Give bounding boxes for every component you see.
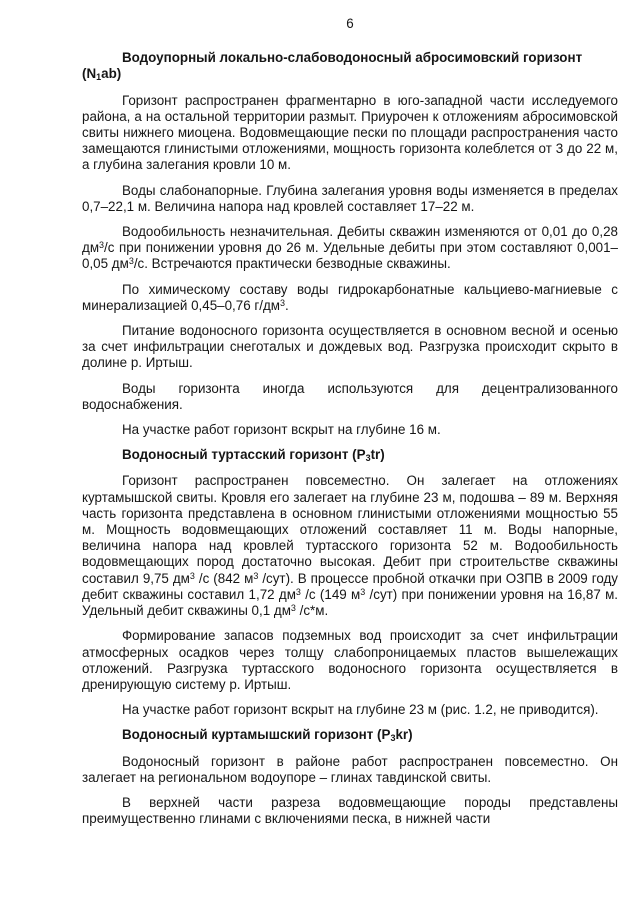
paragraph: В верхней части разреза водовмещающие породы представлены преимущественно глинами с включениями песка, в нижней части xyxy=(82,794,618,827)
paragraph: Формирование запасов подземных вод происходит за счет инфильтрации атмосферных осадков через толщу слабопроницаемых пластов вышележащих отложений. Разгрузка туртасского водоносного горизонта осуществляется в дренирующую систему р. Иртыш. xyxy=(82,628,618,692)
paragraph: На участке работ горизонт вскрыт на глубине 16 м. xyxy=(122,422,441,438)
paragraph: Воды слабонапорные. Глубина залегания уровня воды изменяется в пределах 0,7–22,1 м. Величина напора над кровлей составляет 17–22 м. xyxy=(82,182,618,214)
paragraph: Воды горизонта иногда используются для децентрализованного водоснабжения. xyxy=(82,380,618,412)
paragraph: На участке работ горизонт вскрыт на глубине 23 м (рис. 1.2, не приводится). xyxy=(122,702,599,718)
section-heading-abrosimovsky: Водоупорный локально-слабоводоносный абросимовский горизонт $(N_1ab)$ xyxy=(82,50,583,83)
paragraph: Питание водоносного горизонта осуществляется в основном весной и осенью за счет инфильтрации снеготалых и дождевых вод. Разгрузка происходит скрыто в долине р. Иртыш. xyxy=(82,323,618,371)
paragraph: Водоносный горизонт в районе работ распространен повсеместно. Он залегает на региональном водоупоре – глинах тавдинской свиты. xyxy=(82,753,618,785)
paragraph: Горизонт распространен повсеместно. Он залегает на отложениях куртамышской свиты. Кровля его залегает на глубине 23 м, подошва – 89 м. Верхняя часть горизонта представлена в основном глинистыми отложениями мощностью 55 м. Мощность водовмещающих отложений составляет 11 м. Воды напорные, величина напора над кровлей туртасского горизонта 52 м. Водообильность водовмещающих пород достаточно высокая. Дебит при строительстве скважины составил 9,75 $дм^3$ /с (842 $м^3$ /сут). В процессе пробной откачки при ОЗПВ в 2009 году дебит скважины составил 1,72 $дм^3$ /с (149 $м^3$ /сут) при понижении уровня на 16,87 м. Удельный дебит скважины 0,1 $дм^3$ /с*м. xyxy=(82,473,618,619)
paragraph: Водообильность незначительная. Дебиты скважин изменяются от 0,01 до 0,28 $дм^3/с$ при понижении уровня до 26 м. Удельные дебиты при этом составляют 0,001–0,05 $дм^3/с$. Встречаются практически безводные скважины. xyxy=(82,224,618,272)
section-heading-turtassky: Водоносный туртасский горизонт $(P_3tr)$ xyxy=(122,447,385,464)
paragraph: Горизонт распространен фрагментарно в юго-западной части исследуемого района, а на остальной территории размыт. Приурочен к отложениям абросимовской свиты нижнего миоцена. Водовмещающие пески по площади распространения часто замещаются глинистыми отложениями, мощность горизонта колеблется от 3 до 22 м, а глубина залегания кровли 10 м. xyxy=(82,92,618,173)
section-heading-kurtamyshsky: Водоносный куртамышский горизонт $(P_3kr)$ xyxy=(122,727,413,744)
page-number: 6 xyxy=(346,16,354,31)
paragraph: По химическому составу воды гидрокарбонатные кальциево-магниевые с минерализацией 0,45–0,76 $г/дм^3$. xyxy=(82,281,618,313)
